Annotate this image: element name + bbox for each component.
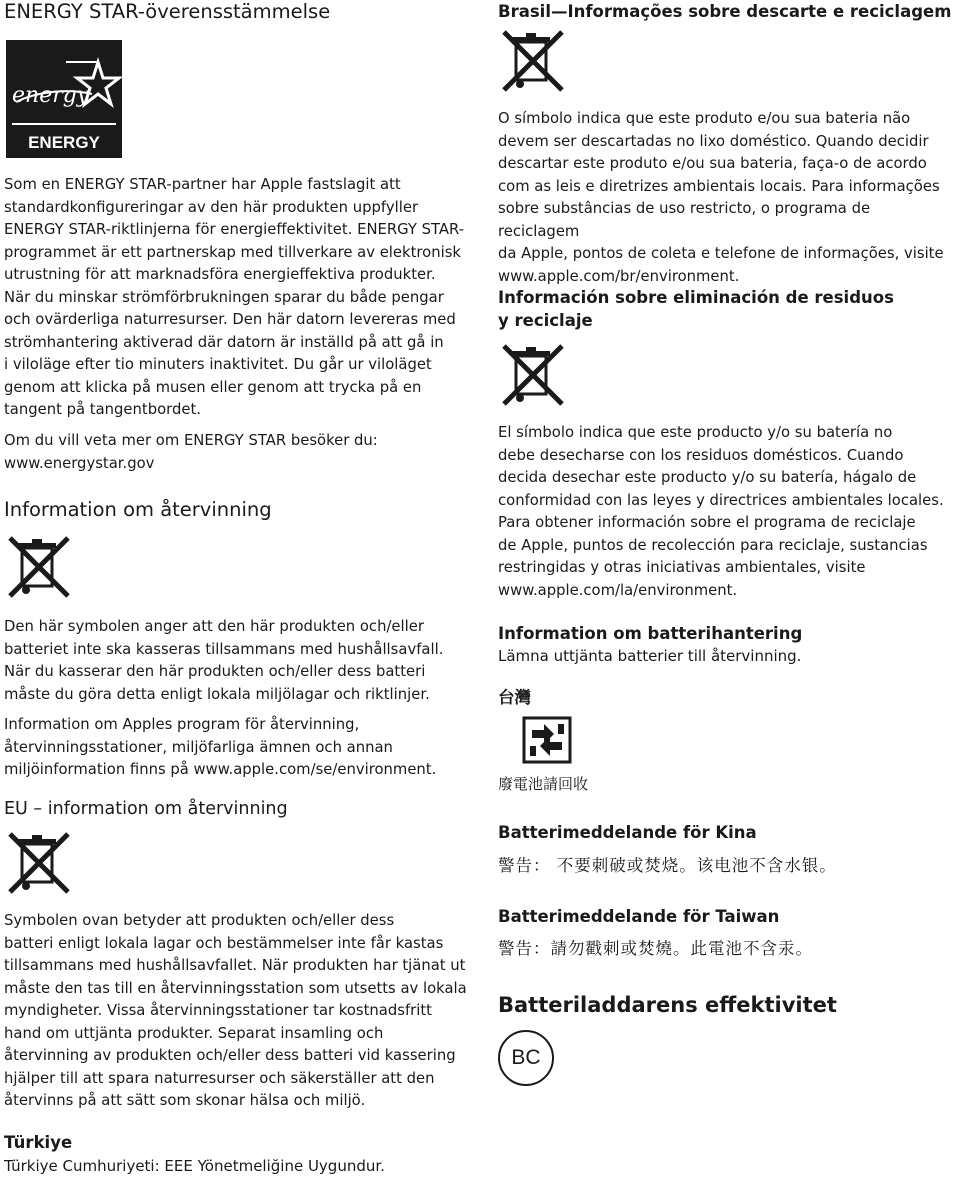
battery-handling-heading: Information om batterihantering bbox=[498, 624, 803, 643]
recycling-heading: Information om återvinning bbox=[4, 498, 272, 521]
spanish-paragraph: El símbolo indica que este producto y/o su batería no debe desecharse con los residuos domésticos. Cuando decida desechar este producto y/o su batería, hágalo de conformidad con las leyes y directrices ambientales locales. Para obtener información sobre el programa de reciclaje de Apple, puntos de recolección para reciclaje, sustancias restringidas y otras iniciativas ambientales, visite www.apple.com/la/environment. bbox=[498, 424, 944, 599]
crossed-out-bin-icon bbox=[500, 342, 566, 408]
eu-recycling-heading: EU – information om återvinning bbox=[4, 799, 288, 819]
crossed-out-bin-icon bbox=[6, 830, 72, 896]
battery-china-heading: Batterimeddelande för Kina bbox=[498, 823, 757, 842]
crossed-out-bin-icon bbox=[500, 28, 566, 94]
bc-mark-icon bbox=[498, 1030, 554, 1086]
spanish-heading: Información sobre eliminación de residuos y reciclaje bbox=[498, 288, 894, 330]
energy-star-logo-text: ENERGY STAR bbox=[28, 133, 100, 174]
energy-star-more-info: Om du vill veta mer om ENERGY STAR besöker du: www.energystar.gov bbox=[4, 432, 378, 472]
battery-china-text: 警告： 不要刺破或焚烧。该电池不含水银。 bbox=[498, 856, 837, 875]
recycling-paragraph: Den här symbolen anger att den här produkten och/eller batteriet inte ska kasseras tillsammans med hushållsavfall. När du kasserar den här produkten och/eller dess batteri måste du göra detta enligt lokala miljölagar och riktlinjer. bbox=[4, 618, 444, 703]
brasil-heading: Brasil—Informações sobre descarte e reciclagem bbox=[498, 2, 952, 21]
recycling-arrows-icon bbox=[522, 716, 572, 764]
battery-taiwan-text: 警告：請勿戳刺或焚燒。此電池不含汞。 bbox=[498, 939, 813, 958]
energy-star-logo bbox=[6, 40, 122, 174]
battery-handling-text: Lämna uttjänta batterier till återvinning. bbox=[498, 647, 802, 665]
crossed-out-bin-icon bbox=[6, 534, 72, 600]
energy-star-script: energy bbox=[12, 83, 90, 108]
taiwan-heading: 台灣 bbox=[498, 688, 531, 707]
energy-star-paragraph: Som en ENERGY STAR-partner har Apple fastslagit att standardkonfigureringar av den här produkten uppfyller ENERGY STAR-riktlinjerna för energieffektivitet. ENERGY STAR- programmet är ett partnerskap med tillverkare av elektronisk utrustning för att marknadsföra energieffektiva produkter. När du minskar strömförbrukningen sparar du både pengar och ovärderliga naturresurser. Den här datorn levereras med strömhantering aktiverad där datorn är inställd på att gå in i viloläge efter tio minuters inaktivitet. Du går ur viloläget genom att klicka på musen eller genom att trycka på en tangent på tangentbordet. bbox=[4, 176, 465, 418]
bc-mark-label: BC bbox=[511, 1046, 541, 1069]
turkiye-text: Türkiye Cumhuriyeti: EEE Yönetmeliğine Uygundur. bbox=[4, 1157, 385, 1175]
taiwan-caption: 廢電池請回收 bbox=[498, 775, 589, 793]
energy-star-heading: ENERGY STAR-överensstämmelse bbox=[4, 0, 331, 23]
brasil-paragraph: O símbolo indica que este produto e/ou sua bateria não devem ser descartadas no lixo doméstico. Quando decidir descartar este produto e/ou sua bateria, faça-o de acordo com as leis e diretrizes ambientais locais. Para informações sobre substâncias de uso restricto, o programa de reciclagem da Apple, pontos de coleta e telefone de informações, visite www.apple.com/br/environment. bbox=[498, 110, 944, 285]
charger-heading: Batteriladdarens effektivitet bbox=[498, 993, 837, 1017]
turkiye-heading: Türkiye bbox=[4, 1133, 73, 1152]
battery-taiwan-heading: Batterimeddelande för Taiwan bbox=[498, 907, 780, 926]
recycling-program-info: Information om Apples program för återvinning, återvinningsstationer, miljöfarliga ämnen och annan miljöinformation finns på www.apple.com/se/environment. bbox=[4, 716, 437, 778]
eu-recycling-paragraph: Symbolen ovan betyder att produkten och/eller dess batteri enligt lokala lagar och bestämmelser inte får kastas tillsammans med hushållsavfallet. När produkten har tjänat ut måste den tas till en återvinningsstation som utsetts av lokala myndigheter. Vissa återvinningsstationer tar kostnadsfritt hand om uttjänta produkter. Separat insamling och återvinning av produkten och/eller dess batteri vid kassering hjälper till att spara naturresurser och säkerställer att den återvinns på att sätt som skonar hälsa och miljö. bbox=[4, 912, 467, 1109]
